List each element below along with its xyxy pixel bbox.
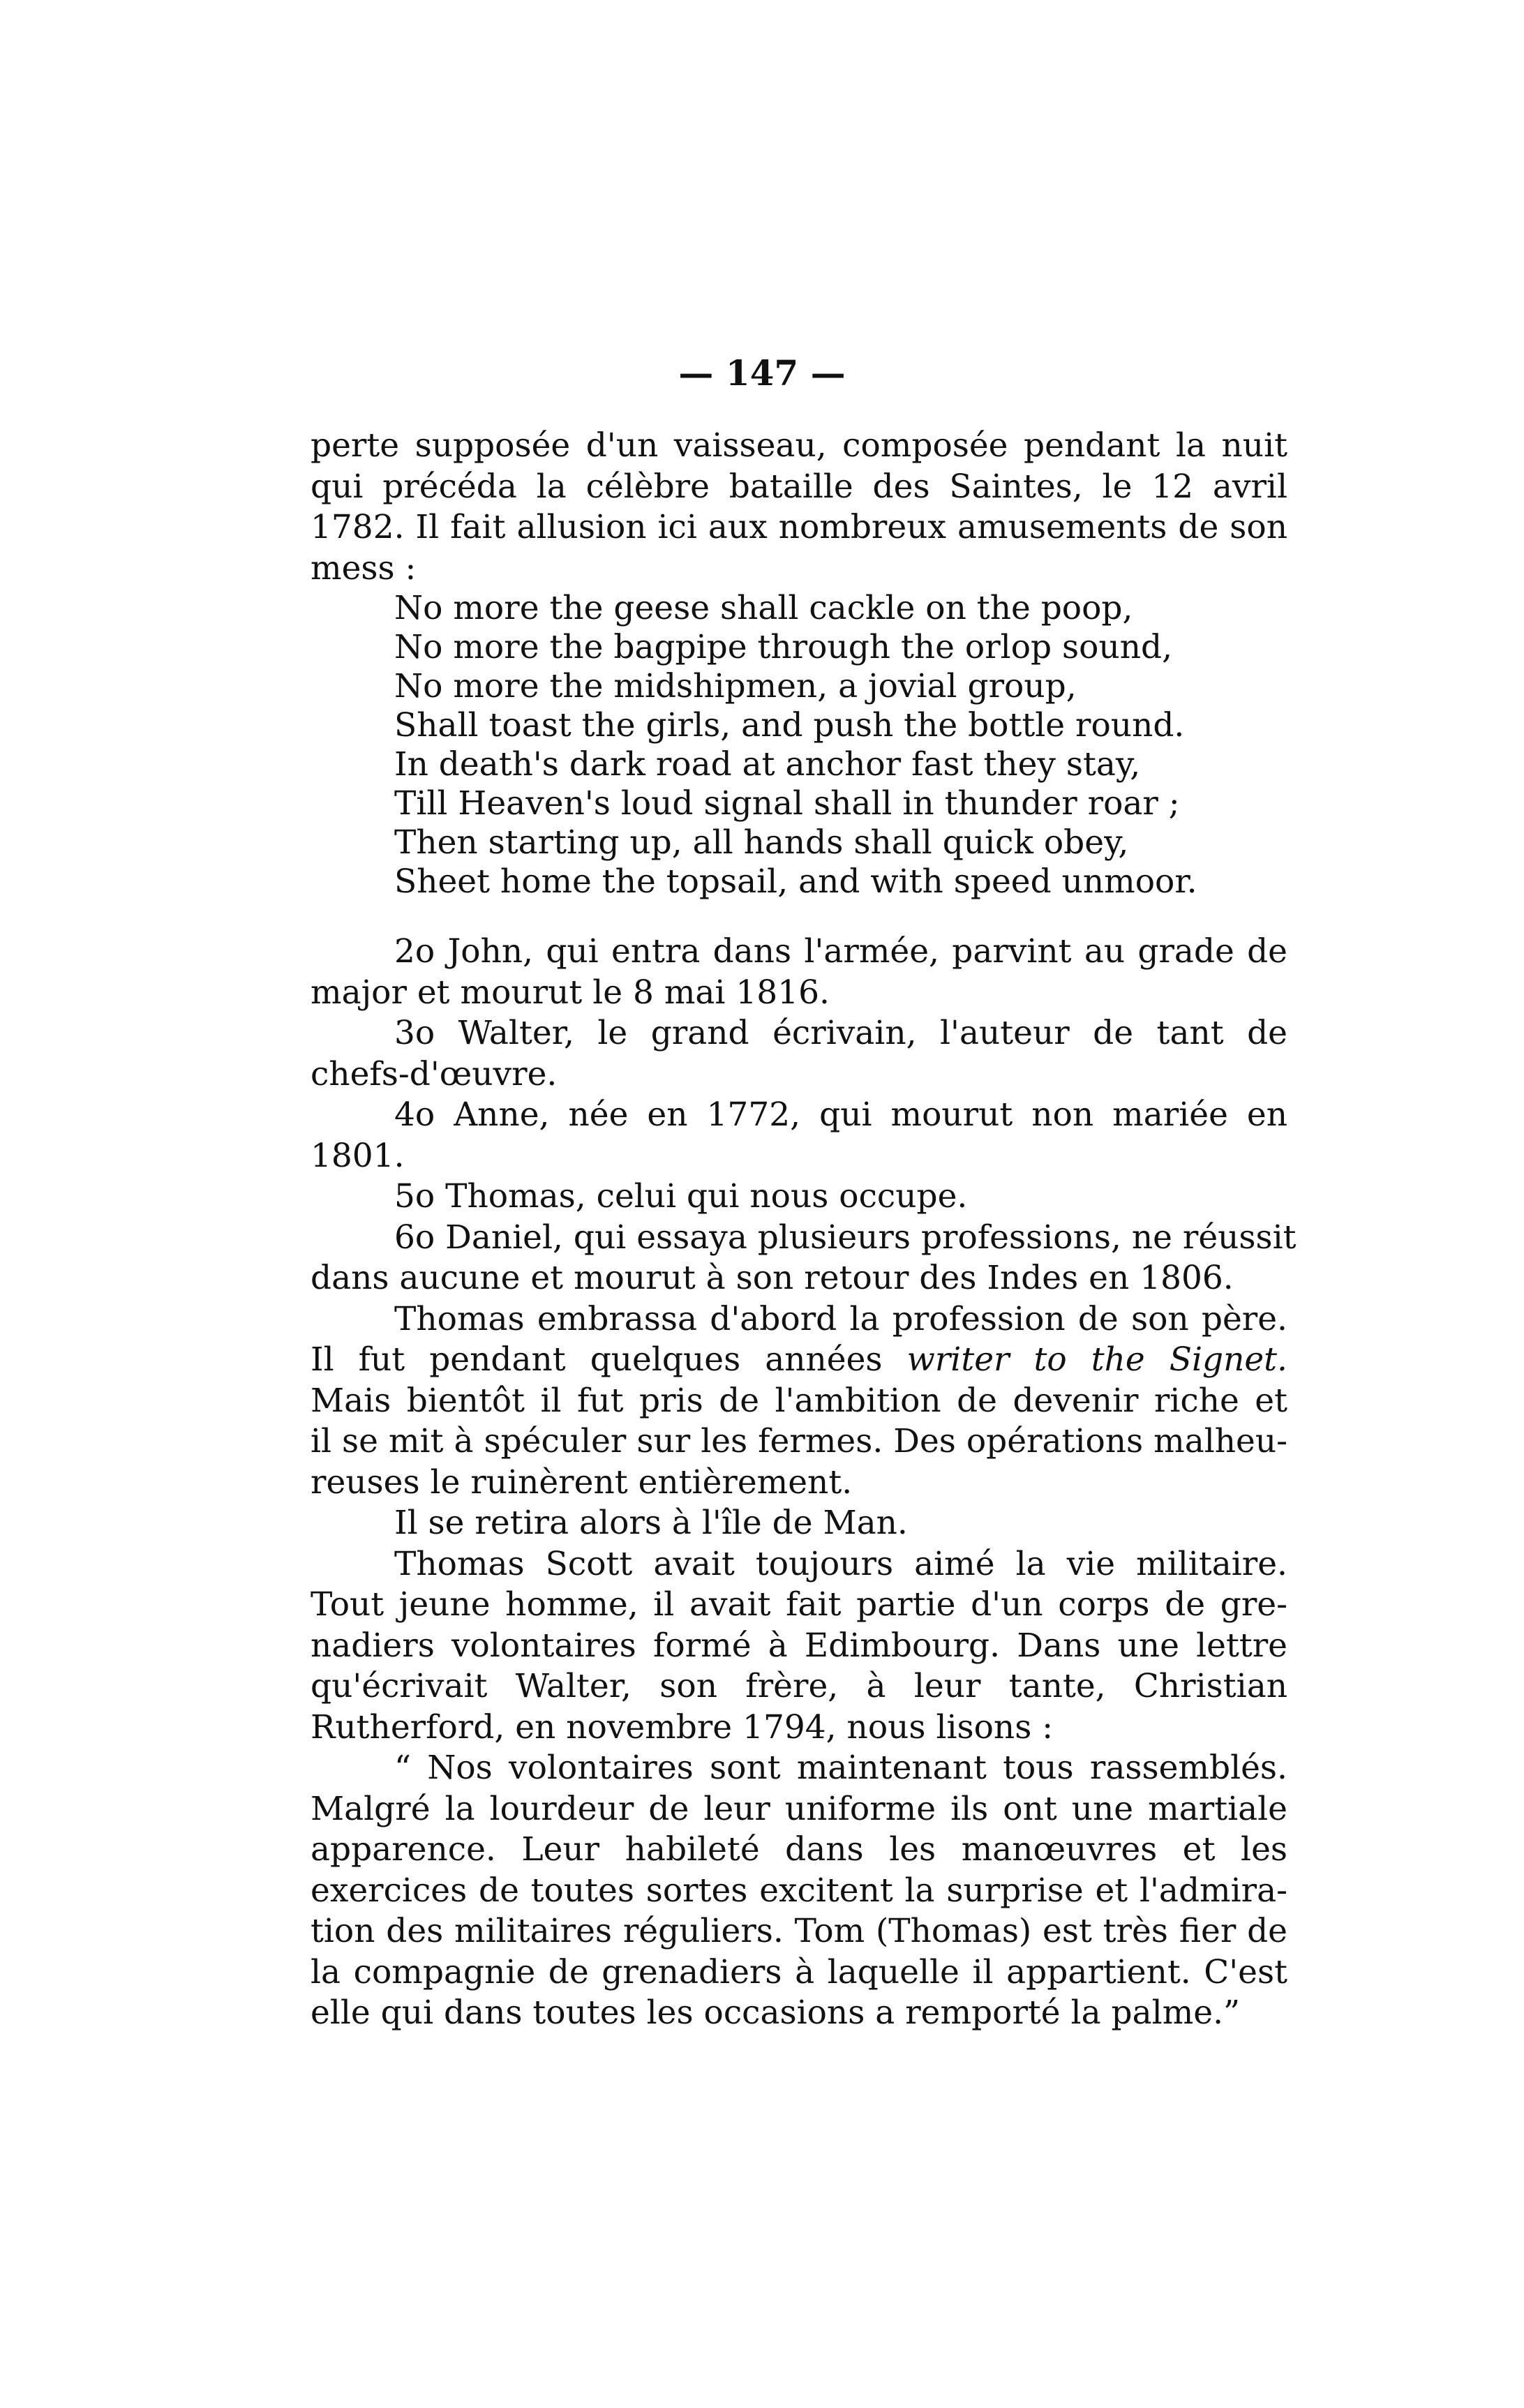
text-line: major et mourut le 8 mai 1816. [311, 973, 830, 1012]
text-line: mess : [311, 548, 417, 588]
text-line: 6o Daniel, qui essaya plusieurs professions, ne réussit [394, 1218, 1297, 1257]
text-line: 1782. Il fait allusion ici aux nombreux amusements de son [311, 508, 1287, 546]
text-line: dans aucune et mourut à son retour des Indes en 1806. [311, 1259, 1234, 1297]
page-number: — 147 — [678, 352, 846, 394]
body-text [311, 932, 1297, 2034]
text-line: Thomas Scott avait toujours aimé la vie militaire. [394, 1544, 1287, 1583]
text-line: Tout jeune homme, il avait fait partie d'un corps de gre- [311, 1585, 1287, 1624]
paragraph-john [311, 932, 1287, 1013]
italic-title: writer to the Signet. [906, 1340, 1287, 1379]
poem-line: No more the geese shall cackle on the poop, [394, 589, 1133, 627]
text-line: tion des militaires réguliers. Tom (Thomas) est très fier de [311, 1912, 1287, 1950]
poem-line: Sheet home the topsail, and with speed unmoor. [394, 862, 1197, 901]
text-line: 2o John, qui entra dans l'armée, parvint au grade de [394, 932, 1287, 971]
text-line: 1801. [311, 1136, 405, 1175]
text-line: il se mit à spéculer sur les fermes. Des opérations malheu- [311, 1422, 1287, 1460]
poem-line: In death's dark road at anchor fast they stay, [394, 745, 1141, 784]
text-line: Malgré la lourdeur de leur uniforme ils ont une martiale [311, 1789, 1287, 1828]
text-segment: Il fut pendant quelques années [311, 1340, 883, 1379]
text-line: Mais bientôt il fut pris de l'ambition de devenir riche et [311, 1381, 1287, 1420]
text-line: qu'écrivait Walter, son frère, à leur tante, Christian [311, 1667, 1287, 1705]
text-line-with-italic [311, 1340, 1287, 1381]
paragraph-daniel [311, 1218, 1297, 1299]
poem-line: Then starting up, all hands shall quick obey, [394, 823, 1129, 862]
text-line: elle qui dans toutes les occasions a remporté la palme.” [311, 1994, 1241, 2032]
text-line: 5o Thomas, celui qui nous occupe. [394, 1177, 968, 1216]
poem-line: No more the bagpipe through the orlop sound, [394, 628, 1173, 666]
paragraph-military [311, 1544, 1287, 1749]
paragraph-profession [311, 1299, 1287, 1504]
text-line: exercices de toutes sortes excitent la surprise et l'admira- [311, 1871, 1287, 1910]
text-line: qui précéda la célèbre bataille des Saintes, le 12 avril [311, 467, 1287, 506]
text-line: Rutherford, en novembre 1794, nous lisons : [311, 1707, 1054, 1747]
paragraph-anne [311, 1095, 1287, 1176]
poem-line: Till Heaven's loud signal shall in thunder roar ; [394, 784, 1180, 823]
text-line: 3o Walter, le grand écrivain, l'auteur de tant de [394, 1014, 1287, 1052]
opening-paragraph [311, 426, 1287, 589]
text-line: Thomas embrassa d'abord la profession de son père. [394, 1299, 1287, 1338]
text-line: “ Nos volontaires sont maintenant tous rassemblés. [394, 1749, 1287, 1787]
text-line: chefs-d'œuvre. [311, 1054, 558, 1093]
text-line: la compagnie de grenadiers à laquelle il appartient. C'est [311, 1952, 1287, 1991]
paragraph-quotation [311, 1748, 1287, 2034]
paragraph-thomas [311, 1176, 1287, 1218]
text-line: apparence. Leur habileté dans les manœuvres et les [311, 1830, 1287, 1869]
text-line: reuses le ruinèrent entièrement. [311, 1463, 853, 1502]
paragraph-isle-of-man [311, 1503, 1287, 1544]
poem-line: No more the midshipmen, a jovial group, [394, 667, 1077, 705]
paragraph-walter [311, 1013, 1287, 1095]
text-line: perte supposée d'un vaisseau, composée pendant la nuit [311, 426, 1287, 465]
text-line: 4o Anne, née en 1772, qui mourut non mariée en [394, 1095, 1287, 1134]
text-line: Il se retira alors à l'île de Man. [394, 1504, 908, 1542]
poem-line: Shall toast the girls, and push the bottle round. [394, 706, 1185, 745]
text-line: nadiers volontaires formé à Edimbourg. Dans une lettre [311, 1626, 1287, 1665]
poem-stanza [394, 589, 1301, 902]
